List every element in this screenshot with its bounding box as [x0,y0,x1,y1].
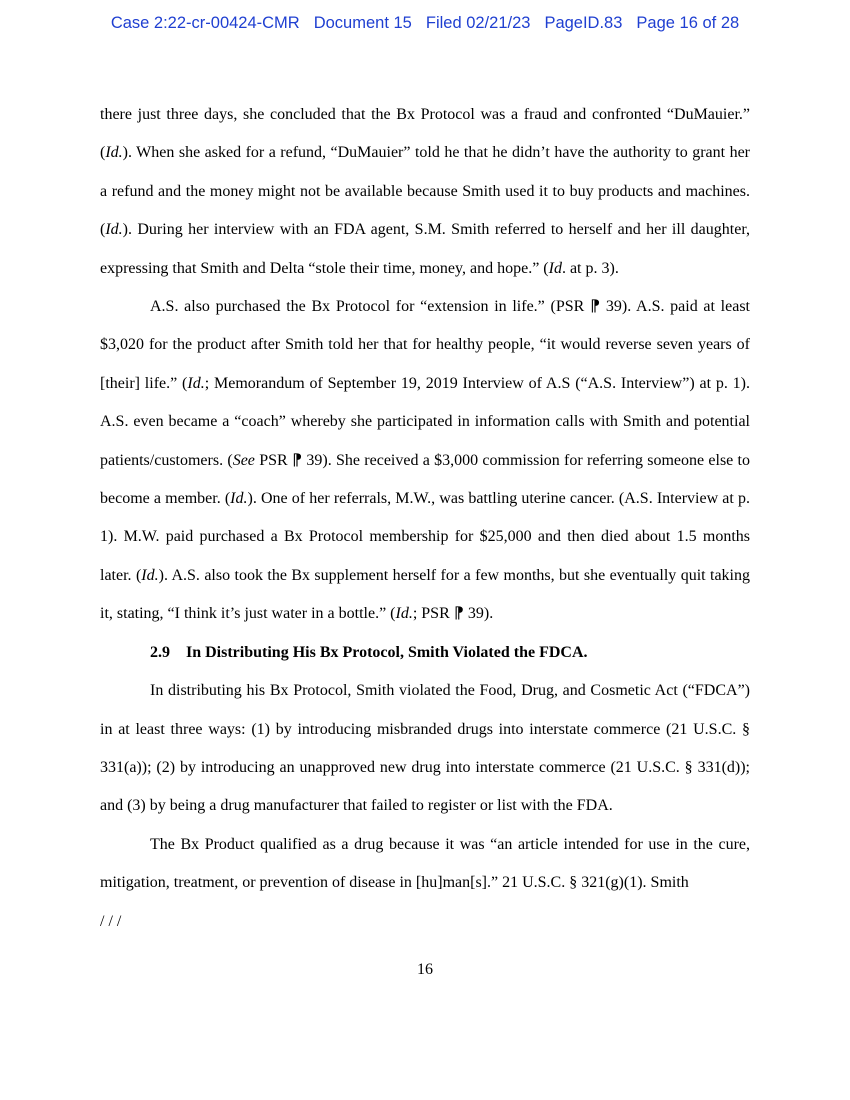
text-run: ). When she asked for a refund, “DuMauier” told he that he didn’t have the authority to grant her a refund and the money might not be available because Smith used it to buy products and machines. ( [100,144,750,239]
text-run: ). A.S. also took the Bx supplement herself for a few months, but she eventually quit taking it, stating, “I think it’s just water in a bottle.” ( [100,566,750,623]
paragraph-as-purchase [100,288,750,634]
section-number: 2.9 [150,643,170,661]
paragraph-fdca: In distributing his Bx Protocol, Smith violated the Food, Drug, and Cosmetic Act (“FDCA”) in at least three ways: (1) by introducing misbranded drugs into interstate commerce (21 U.S.C. § 331(a)); (2) by introducing an unapproved new drug into interstate commerce (21 U.S.C. § 331(d)); and (3) by being a drug manufacturer that failed to register or list with the FDA. [100,682,750,815]
citation-italic: Id [548,259,562,277]
citation-italic: Id. [141,566,159,584]
citation-italic: Id. [105,221,123,239]
text-run: ; PSR ⁋ 39). [412,605,494,623]
citation-italic: Id. [187,374,205,392]
document-body [100,96,750,941]
section-title: In Distributing His Bx Protocol, Smith Violated the FDCA. [186,643,588,661]
paragraph-drug-definition: The Bx Product qualified as a drug because it was “an article intended for use in the cure, mitigation, treatment, or prevention of disease in [hu]man[s].” 21 U.S.C. § 321(g)(1). Smith [100,835,750,892]
text-run: PSR ⁋ 39). She received a $3,000 commission for referring someone else to become a member. ( [100,451,750,508]
text-run: ). One of her referrals, M.W., was battling uterine cancer. (A.S. Interview at p. 1). M.W. paid purchased a Bx Protocol membership for $25,000 and then died about 1.5 months later. ( [100,490,751,584]
citation-italic: Id. [395,605,413,623]
document-number: Document 15 [313,14,412,32]
text-run: ). During her interview with an FDA agent, S.M. Smith referred to herself and her ill daughter, expressing that Smith and Delta “stole their time, money, and hope.” ( [100,221,750,277]
citation-italic: See [232,451,255,469]
text-run: ; Memorandum of September 19, 2019 Interview of A.S (“A.S. Interview”) at p. 1). A.S. even became a “coach” whereby she participated in information calls with Smith and potential patients/customers. ( [100,374,750,469]
text-run: . at p. 3). [561,259,619,277]
page-id: PageID.83 [544,14,623,32]
page-count: Page 16 of 28 [636,14,740,32]
case-header [0,14,850,33]
paragraph-continued [100,96,750,288]
page-number: 16 [417,961,433,978]
text-run: A.S. also purchased the Bx Protocol for “extension in life.” (PSR ⁋ 39). A.S. paid at least $3,020 for the product after Smith told her that for healthy people, “it would reverse seven years of [their] life.” ( [100,298,750,392]
case-number: Case 2:22-cr-00424-CMR [110,14,300,32]
citation-italic: Id. [105,144,123,162]
citation-italic: Id. [230,490,248,508]
continuation-marker: / / / [100,912,122,930]
text-run: there just three days, she concluded that the Bx Protocol was a fraud and confronted “DuMauier.” ( [100,106,750,162]
section-heading [100,634,750,672]
filed-date: Filed 02/21/23 [425,14,531,32]
